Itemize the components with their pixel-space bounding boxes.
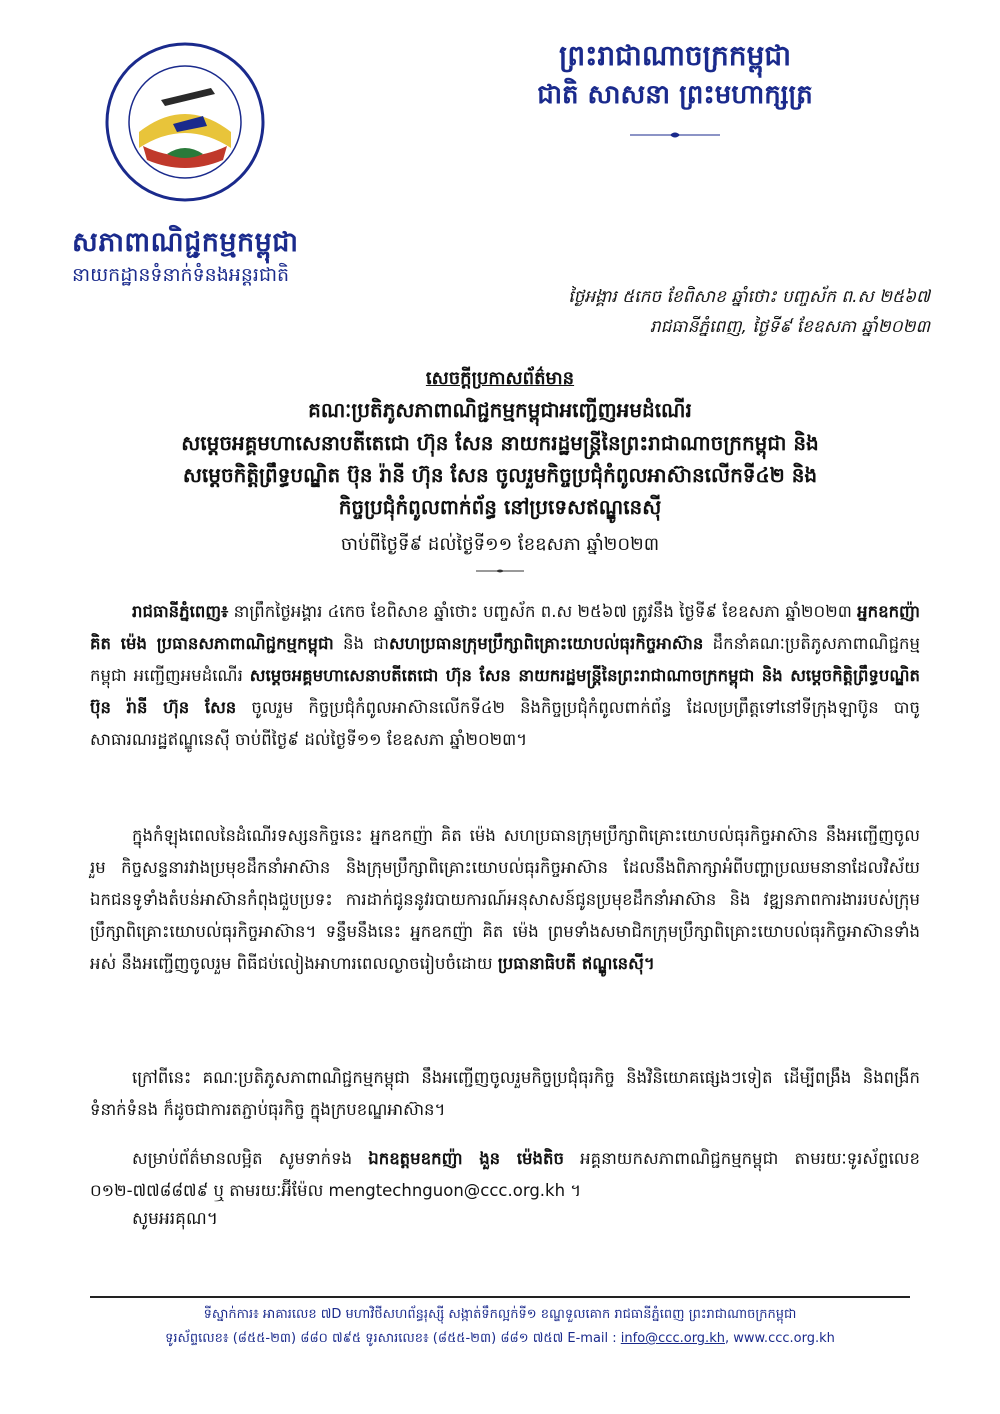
p1-text-g: ចូលរួម កិច្ចប្រជុំកំពូលអាស៊ានលើកទី៤២ និងកិច្ចប្រជុំកំពូលពាក់ព័ន្ធ ដែលប្រព្រឹត្តទៅនៅទីក្រុងឡាប៊ូន បាចូ សាធារណរដ្ឋឥណ្ឌូនេស៊ី ចាប់ពីថ្ងៃ៩ ដល់ថ្ងៃទី១១ ខែឧសភា ឆ្នាំ២០២៣។	[90, 698, 920, 749]
kingdom-heading: ព្រះរាជាណាចក្រកម្ពុជា	[558, 39, 791, 72]
paragraph-1	[90, 596, 920, 756]
p1-bold-d: សហប្រធានក្រុមប្រឹក្សាពិគ្រោះយោបល់ធុរកិច្ចអាស៊ាន	[388, 634, 704, 653]
p1-bold-b: អ្នកឧកញ៉ា គិត ម៉េង ប្រធានសភាពាណិជ្ជកម្មកម្ពុជា	[90, 602, 920, 653]
footer-email-link[interactable]: info@ccc.org.kh	[620, 1331, 725, 1346]
ornament-divider	[630, 130, 720, 140]
p2-text-a: ក្នុងកំឡុងពេលនៃដំណើរទស្សនកិច្ចនេះ អ្នកឧកញ៉ា គិត ម៉េង សហប្រធានក្រុមប្រឹក្សាពិគ្រោះយោបល់ធុរកិច្ចអាស៊ាន នឹងអញ្ជើញចូលរួម កិច្ចសន្ទនារវាងប្រមុខដឹកនាំអាស៊ាន និងក្រុមប្រឹក្សាពិគ្រោះយោបល់ធុរកិច្ចអាស៊ាន ដែលនឹងពិភាក្សាអំពីបញ្ហាប្រឈមនានាដែលវិស័យឯកជនទូទាំងតំបន់អាស៊ានកំពុងជួបប្រទះ ការដាក់ជូននូវរបាយការណ៍អនុសាសន៍ជូនប្រមុខដឹកនាំអាស៊ាន និង វឌ្ឍនភាពការងាររបស់ក្រុមប្រឹក្សាពិគ្រោះយោបល់ធុរកិច្ចអាស៊ាន។ ទន្ទឹមនឹងនេះ អ្នកឧកញ៉ា គិត ម៉េង ព្រមទាំងសមាជិកក្រុមប្រឹក្សាពិគ្រោះយោបល់ធុរកិច្ចអាស៊ានទាំងអស់ នឹងអញ្ជើញចូលរួម ពិធីជប់លៀងអាហារពេលល្ងាចរៀបចំដោយ	[90, 826, 920, 973]
headline-line-4: កិច្ចប្រជុំកំពូលពាក់ព័ន្ធ នៅប្រទេសឥណ្ឌូនេស៊ី	[338, 495, 662, 519]
press-release-title: សេចក្តីប្រកាសព័ត៌មាន	[425, 368, 575, 389]
paragraph-4	[90, 1143, 920, 1207]
paragraph-2	[90, 820, 920, 980]
lunar-date: ថ្ងៃអង្គារ ៥កេច ខែពិសាខ ឆ្នាំថោះ បញ្ចស័ក ព.ស ២៥៦៧	[568, 287, 930, 307]
org-department: នាយកដ្ឋានទំនាក់ទំនងអន្តរជាតិ	[72, 264, 290, 286]
headline-line-1: គណៈប្រតិភូសភាពាណិជ្ជកម្មកម្ពុជាអញ្ជើញអមដំណើរ	[308, 398, 692, 422]
event-date-range: ចាប់ពីថ្ងៃទី៩ ដល់ថ្ងៃទី១១ ខែឧសភា ឆ្នាំ២០២៣	[340, 534, 660, 555]
paragraph-3: ក្រៅពីនេះ គណៈប្រតិភូសភាពាណិជ្ជកម្មកម្ពុជា នឹងអញ្ជើញចូលរួមកិច្ចប្រជុំធុរកិច្ច និងវិនិយោគផ្សេងៗទៀត ដើម្បីពង្រឹង និងពង្រីកទំនាក់ទំនង ក៏ដូចជាការតភ្ជាប់ធុរកិច្ច ក្នុងក្របខណ្ឌអាស៊ាន។	[90, 1068, 920, 1119]
p1-text-a: នាព្រឹកថ្ងៃអង្គារ ៤កេច ខែពិសាខ ឆ្នាំថោះ បញ្ចស័ក ព.ស ២៥៦៧ ត្រូវនឹង ថ្ងៃទី៩ ខែឧសភា ឆ្នាំ២០២៣	[228, 602, 858, 621]
footer-phones: ទូរស័ព្ទលេខ៖ (៨៥៥-២៣) ៨៨០ ៧៩៥ ទូរសារលេខ៖ (៨៥៥-២៣) ៨៨១ ៧៥៧ E-mail :	[165, 1331, 621, 1346]
p1-bold-f: សម្តេចអគ្គមហាសេនាបតីតេជោ ហ៊ុន សែន នាយករដ្ឋមន្ត្រីនៃព្រះរាជាណាចក្រកម្ពុជា និង សម្តេចកិត្តិព្រឹទ្ធបណ្ឌិត ប៊ុន រ៉ានី ហ៊ុន សែន	[90, 666, 920, 717]
solar-date: រាជធានីភ្នំពេញ, ថ្ងៃទី៩ ខែឧសភា ឆ្នាំ២០២៣	[649, 317, 930, 337]
closing-thanks: សូមអរគុណ។	[132, 1209, 218, 1229]
p4-text-c: អគ្គនាយកសភាពាណិជ្ជកម្មកម្ពុជា តាមរយៈទូរស័ព្ទលេខ ០១២-៧៧៨៨៧៩ ឬ តាមរយៈអ៊ីម៉ែល mengtechnguon@ccc.org.kh ។	[90, 1149, 920, 1200]
org-name: សភាពាណិជ្ជកម្មកម្ពុជា	[72, 227, 299, 258]
footer-address: ទីស្នាក់ការ៖ អាគារលេខ ៧D មហាវិថីសហព័ន្ធរុស្ស៊ី សង្កាត់ទឹកល្អក់ទី១ ខណ្ឌទួលគោក រាជធានីភ្នំពេញ ព្រះរាជាណាចក្រកម្ពុជា	[203, 1307, 797, 1322]
ccc-logo	[103, 36, 267, 214]
footer-contact	[90, 1330, 910, 1349]
p1-text-e: ដឹកនាំគណៈប្រតិភូសភាពាណិជ្ជកម្មកម្ពុជា អញ្ជើញអមដំណើរ	[90, 634, 920, 685]
footer-divider	[90, 1296, 910, 1298]
p2-bold-b: ប្រធានាធិបតី ឥណ្ឌូនេស៊ី។	[497, 954, 655, 973]
p4-bold-b: ឯកឧត្តមឧកញ៉ា ងួន ម៉េងតិច	[368, 1149, 564, 1168]
national-motto: ជាតិ សាសនា ព្រះមហាក្សត្រ	[537, 80, 813, 110]
p4-text-a: សម្រាប់ព័ត៌មានលម្អិត សូមទាក់ទង	[132, 1149, 369, 1168]
headline-line-2: សម្តេចអគ្គមហាសេនាបតីតេជោ ហ៊ុន សែន នាយករដ្ឋមន្ត្រីនៃព្រះរាជាណាចក្រកម្ពុជា និង	[181, 431, 819, 455]
footer-website: , www.ccc.org.kh	[724, 1331, 835, 1346]
ornament-divider-small	[476, 568, 524, 574]
dateline: រាជធានីភ្នំពេញ៖	[132, 602, 229, 621]
p1-text-c: និង ជា	[333, 634, 389, 653]
headline-line-3: សម្តេចកិត្តិព្រឹទ្ធបណ្ឌិត ប៊ុន រ៉ានី ហ៊ុន សែន ចូលរួមកិច្ចប្រជុំកំពូលអាស៊ានលើកទី៤២ និង	[182, 463, 818, 487]
